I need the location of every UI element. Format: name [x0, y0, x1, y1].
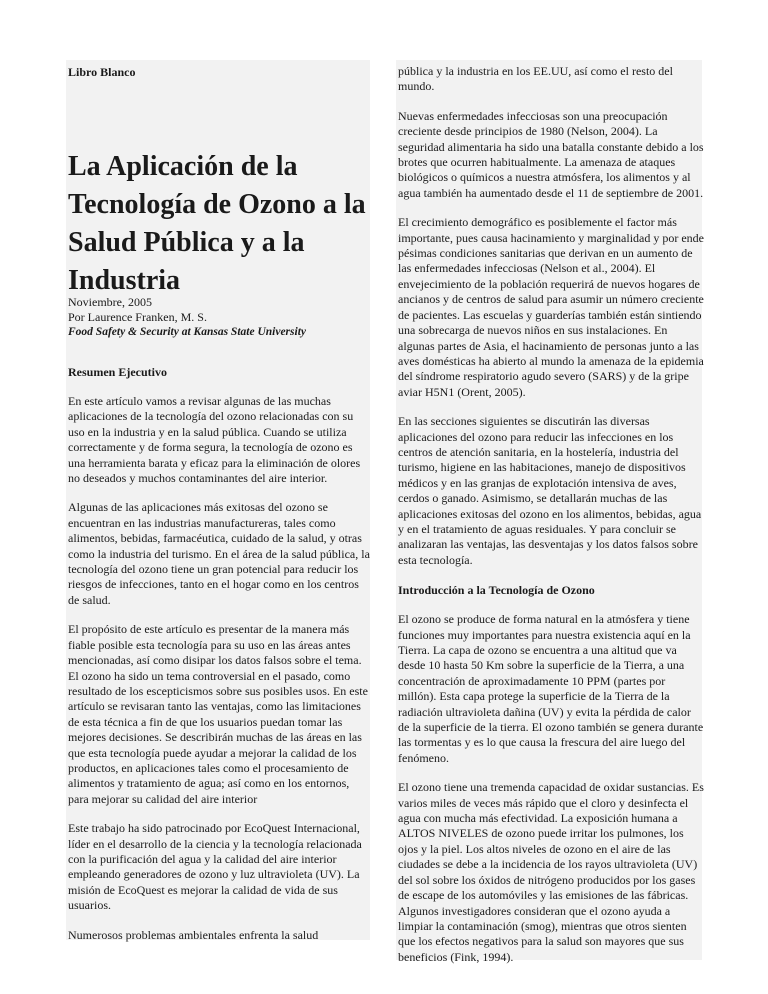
- right-column: [396, 60, 705, 964]
- section-title-introduccion: Introducción a la Tecnología de Ozono: [398, 583, 595, 598]
- organization: Food Safety & Security at Kansas State University: [68, 326, 306, 338]
- paragraph: Numerosos problemas ambientales enfrenta la salud: [68, 927, 319, 942]
- paragraph: En este artículo vamos a revisar algunas de las muchas aplicaciones de la tecnología del ozono relacionadas con su uso en la industria y en la salud pública. Cuando se utiliza correctamente y de forma segura, la tecnología de ozono es una herramienta barata y eficaz para la eliminación de olores no deseados y muchos contaminantes del aire interior.: [68, 394, 361, 486]
- document-title: La Aplicación de la Tecnología de Ozono a la Salud Pública y a la Industria: [68, 151, 366, 296]
- publication-date: Noviembre, 2005: [68, 295, 152, 309]
- document-label: Libro Blanco: [68, 65, 136, 79]
- document-meta: [68, 295, 368, 340]
- paragraph: pública y la industria en los EE.UU, así como el resto del mundo.: [398, 64, 673, 94]
- paragraph: El propósito de este artículo es presentar de la manera más fiable posible esta tecnología para su uso en las áreas antes mencionadas, así como disipar los datos falsos sobre el tema. El ozono ha sido un tema controversial en el pasado, como resultado de los escepticismos sobre sus posibles usos. En este artículo se revisaran tanto las ventajas, como las limitaciones de esta técnica a fin de que los usuarios puedan tomar las mejores decisiones. Se describirán muchas de las áreas en las que esta tecnología puede ayudar a mejorar la calidad de los productos, en aplicaciones tales como el procesamiento de alimentos y tratamiento de agua; así como en los entornos, para mejorar su calidad del aire interior: [68, 622, 368, 806]
- right-column-body: [398, 64, 704, 979]
- section-title-resumen: Resumen Ejecutivo: [68, 365, 167, 379]
- paragraph: Nuevas enfermedades infecciosas son una preocupación creciente desde principios de 1980 (Nelson, 2004). La seguridad alimentaria ha sido una batalla constante debido a los brotes que ocurren habitualmente. La amenaza de ataques biológicos o químicos a nuestra atmósfera, los alimentos y al agua también ha aumentado desde el 11 de septiembre de 2001.: [398, 108, 704, 200]
- left-column-body: [68, 364, 372, 957]
- left-column: [66, 60, 370, 940]
- paragraph: El crecimiento demográfico es posiblemente el factor más importante, pues causa hacinamiento y marginalidad y por ende pésimas condiciones sanitarias que derivan en un aumento de las enfermedades infecciosas (Nelson et al., 2004). El envejecimiento de la población requerirá de nuevos hogares de ancianos y de centros de salud para asumir un número creciente de pacientes. Las escuelas y guarderías también están sintiendo una sobrecarga de nuevos niños en sus instalaciones. En algunas partes de Asia, el hacinamiento de personas junto a las aves domésticas ha abierto al mundo la amenaza de la epidemia del síndrome respiratorio agudo severo (SARS) y de la gripe aviar H5N1 (Orent, 2005).: [398, 215, 705, 399]
- paragraph: El ozono se produce de forma natural en la atmósfera y tiene funciones muy importantes para nuestra existencia aquí en la Tierra. La capa de ozono se encuentra a una altitud que va desde 10 hasta 50 Km sobre la superficie de la Tierra, a una concentración de aproximadamente 10 PPM (partes por millón). Esta capa protege la superficie de la Tierra de la radiación ultravioleta dañina (UV) y evita la pérdida de calor de la superficie de la tierra. El ozono también se genera durante las tormentas y es lo que causa la frescura del aire luego del fenómeno.: [398, 612, 704, 765]
- paragraph: El ozono tiene una tremenda capacidad de oxidar sustancias. Es varios miles de veces más rápido que el cloro y desinfecta el agua con mucha más efectividad. La exposición humana a ALTOS NIVELES de ozono puede irritar los pulmones, los ojos y la piel. Los altos niveles de ozono en el aire de las ciudades se debe a la incidencia de los rayos ultravioleta (UV) del sol sobre los óxidos de nitrógeno producidos por los gases de escape de los automóviles y las emisiones de las fábricas. Algunos investigadores consideran que el ozono ayuda a limpiar la contaminación (smog), mientras que otros sienten que los efectos negativos para la salud son mayores que sus beneficios (Fink, 1994).: [398, 780, 704, 964]
- paragraph: Este trabajo ha sido patrocinado por EcoQuest Internacional, líder en el desarrollo de la ciencia y la tecnología relacionada con la purificación del agua y la calidad del aire interior empleando generadores de ozono y luz ultravioleta (UV). La misión de EcoQuest es mejorar la calidad de vida de sus usuarios.: [68, 821, 362, 913]
- author: Por Laurence Franken, M. S.: [68, 310, 207, 324]
- paragraph: Algunas de las aplicaciones más exitosas del ozono se encuentran en las industrias manufactureras, tales como alimentos, bebidas, farmacéutica, cuidado de la salud, y otras como la industria del turismo. En el área de la salud pública, la tecnología del ozono tiene un gran potencial para reducir los riesgos de infecciones, tanto en el hogar como en los centros de salud.: [68, 500, 370, 607]
- paragraph: En las secciones siguientes se discutirán las diversas aplicaciones del ozono para reducir las infecciones en los centros de atención sanitaria, en la hostelería, industria del turismo, higiene en las habitaciones, manejo de dispositivos médicos y en las granjas de explotación intensiva de aves, cerdos o ganado. Asimismo, se detallarán muchas de las aplicaciones exitosas del ozono en los alimentos, bebidas, agua y en el tratamiento de aguas residuales. Y para concluir se analizaran las ventajas, las desventajas y los datos falsos sobre esta tecnología.: [398, 414, 702, 567]
